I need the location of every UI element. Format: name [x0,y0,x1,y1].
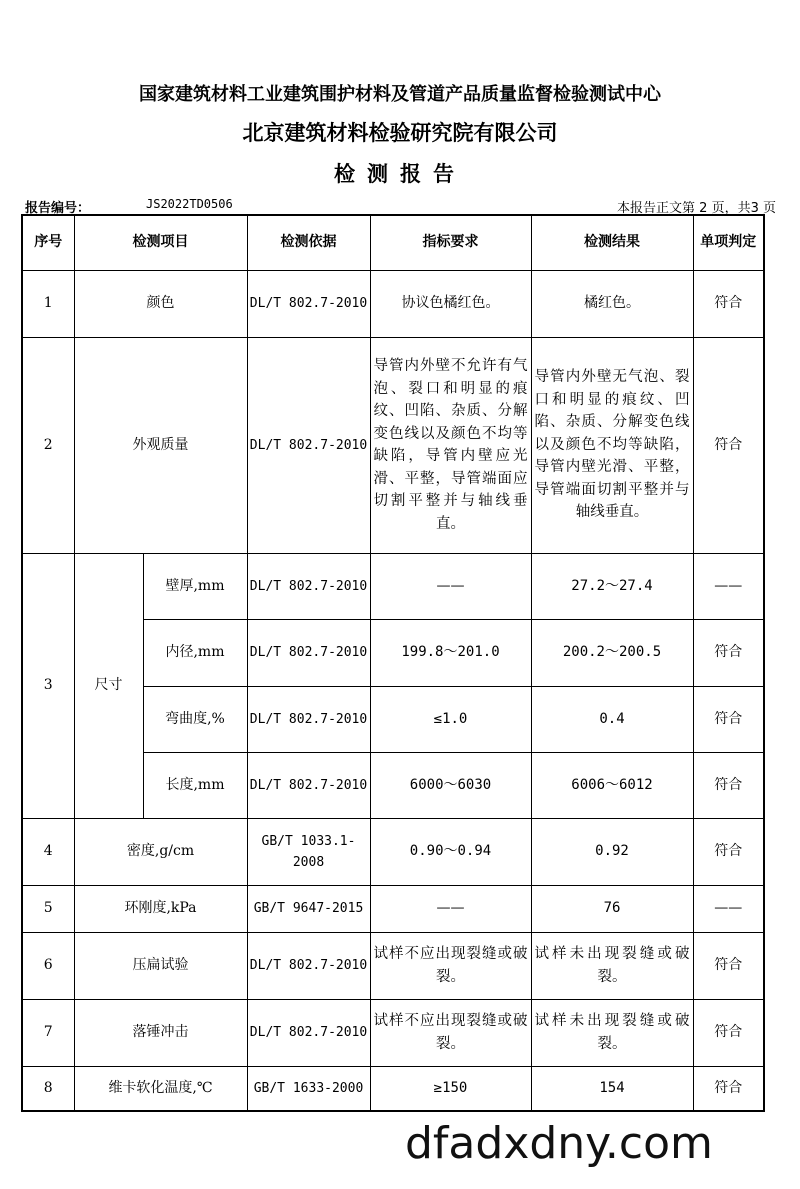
row-requirement: 试样不应出现裂缝或破裂。 [370,999,531,1066]
row-item: 压扁试验 [74,932,247,999]
row-basis: DL/T 802.7-2010 [247,619,370,686]
row-verdict: —— [693,885,764,932]
row-basis: DL/T 802.7-2010 [247,553,370,619]
row-basis: DL/T 802.7-2010 [247,932,370,999]
col-header-result: 检测结果 [531,215,693,270]
table-row [22,270,764,337]
row-verdict: 符合 [693,1066,764,1111]
row-requirement: 6000～6030 [370,752,531,818]
row-no: 7 [22,999,74,1066]
table-row [22,818,764,885]
table-header-row [22,215,764,270]
row-requirement: 协议色橘红色。 [370,270,531,337]
watermark: dfadxdny.com [405,1118,713,1169]
row-requirement: 试样不应出现裂缝或破裂。 [370,932,531,999]
row-verdict: 符合 [693,818,764,885]
row-requirement: 导管内外壁不允许有气泡、裂口和明显的痕纹、凹陷、杂质、分解变色线以及颜色不均等缺陷，导管内壁应光滑、平整，导管端面应切割平整并与轴线垂直。 [370,337,531,553]
row-basis: DL/T 802.7-2010 [247,270,370,337]
row-result: 0.4 [531,686,693,752]
row-basis: GB/T 9647-2015 [247,885,370,932]
row-no: 2 [22,337,74,553]
row-verdict: 符合 [693,337,764,553]
row-requirement: —— [370,885,531,932]
row-result: 6006～6012 [531,752,693,818]
institution-title: 国家建筑材料工业建筑围护材料及管道产品质量监督检验测试中心 [139,84,661,105]
test-results-table [21,214,765,1112]
row-result: 橘红色。 [531,270,693,337]
row-result: 76 [531,885,693,932]
row-basis: GB/T 1033.1-2008 [247,818,370,885]
row-result: 试样未出现裂缝或破裂。 [531,999,693,1066]
row-no: 6 [22,932,74,999]
row-item: 密度,g/cm [74,818,247,885]
row-result: 27.2～27.4 [531,553,693,619]
table-row [22,1066,764,1111]
row-requirement: —— [370,553,531,619]
row-verdict: 符合 [693,619,764,686]
row-verdict: 符合 [693,932,764,999]
row-verdict: 符合 [693,999,764,1066]
row-verdict: 符合 [693,270,764,337]
row-item: 尺寸 [74,553,143,818]
row-verdict: —— [693,553,764,619]
row-basis: DL/T 802.7-2010 [247,752,370,818]
col-header-no: 序号 [22,215,74,270]
table-row [22,885,764,932]
row-basis: DL/T 802.7-2010 [247,999,370,1066]
row-requirement: 199.8～201.0 [370,619,531,686]
col-header-requirement: 指标要求 [370,215,531,270]
row-result: 试样未出现裂缝或破裂。 [531,932,693,999]
page-info: 本报告正文第 2 页，共3 页 [617,201,776,216]
sub-item: 内径,mm [143,619,247,686]
row-item: 维卡软化温度,℃ [74,1066,247,1111]
col-header-item: 检测项目 [74,215,247,270]
row-result: 154 [531,1066,693,1111]
report-number-label: 报告编号： [25,201,91,216]
row-requirement: ≤1.0 [370,686,531,752]
row-item: 外观质量 [74,337,247,553]
sub-item: 弯曲度,% [143,686,247,752]
row-result: 200.2～200.5 [531,619,693,686]
table-row [22,932,764,999]
row-no: 3 [22,553,74,818]
report-title: 检测报告 [334,162,466,186]
row-item: 环刚度,kPa [74,885,247,932]
row-requirement: ≥150 [370,1066,531,1111]
col-header-verdict: 单项判定 [693,215,764,270]
col-header-basis: 检测依据 [247,215,370,270]
row-no: 8 [22,1066,74,1111]
sub-item: 壁厚,mm [143,553,247,619]
row-item: 颜色 [74,270,247,337]
table-row [22,337,764,553]
company-title: 北京建筑材料检验研究院有限公司 [242,121,558,145]
report-number: JS2022TD0506 [146,197,233,211]
row-basis: GB/T 1633-2000 [247,1066,370,1111]
table-row [22,553,764,619]
row-basis: DL/T 802.7-2010 [247,686,370,752]
row-no: 1 [22,270,74,337]
table-row [22,999,764,1066]
row-requirement: 0.90～0.94 [370,818,531,885]
row-no: 4 [22,818,74,885]
row-basis: DL/T 802.7-2010 [247,337,370,553]
row-verdict: 符合 [693,686,764,752]
row-item: 落锤冲击 [74,999,247,1066]
sub-item: 长度,mm [143,752,247,818]
row-result: 导管内外壁无气泡、裂口和明显的痕纹、凹陷、杂质、分解变色线以及颜色不均等缺陷，导管内壁光滑、平整，导管端面切割平整并与轴线垂直。 [531,337,693,553]
row-verdict: 符合 [693,752,764,818]
row-no: 5 [22,885,74,932]
row-result: 0.92 [531,818,693,885]
